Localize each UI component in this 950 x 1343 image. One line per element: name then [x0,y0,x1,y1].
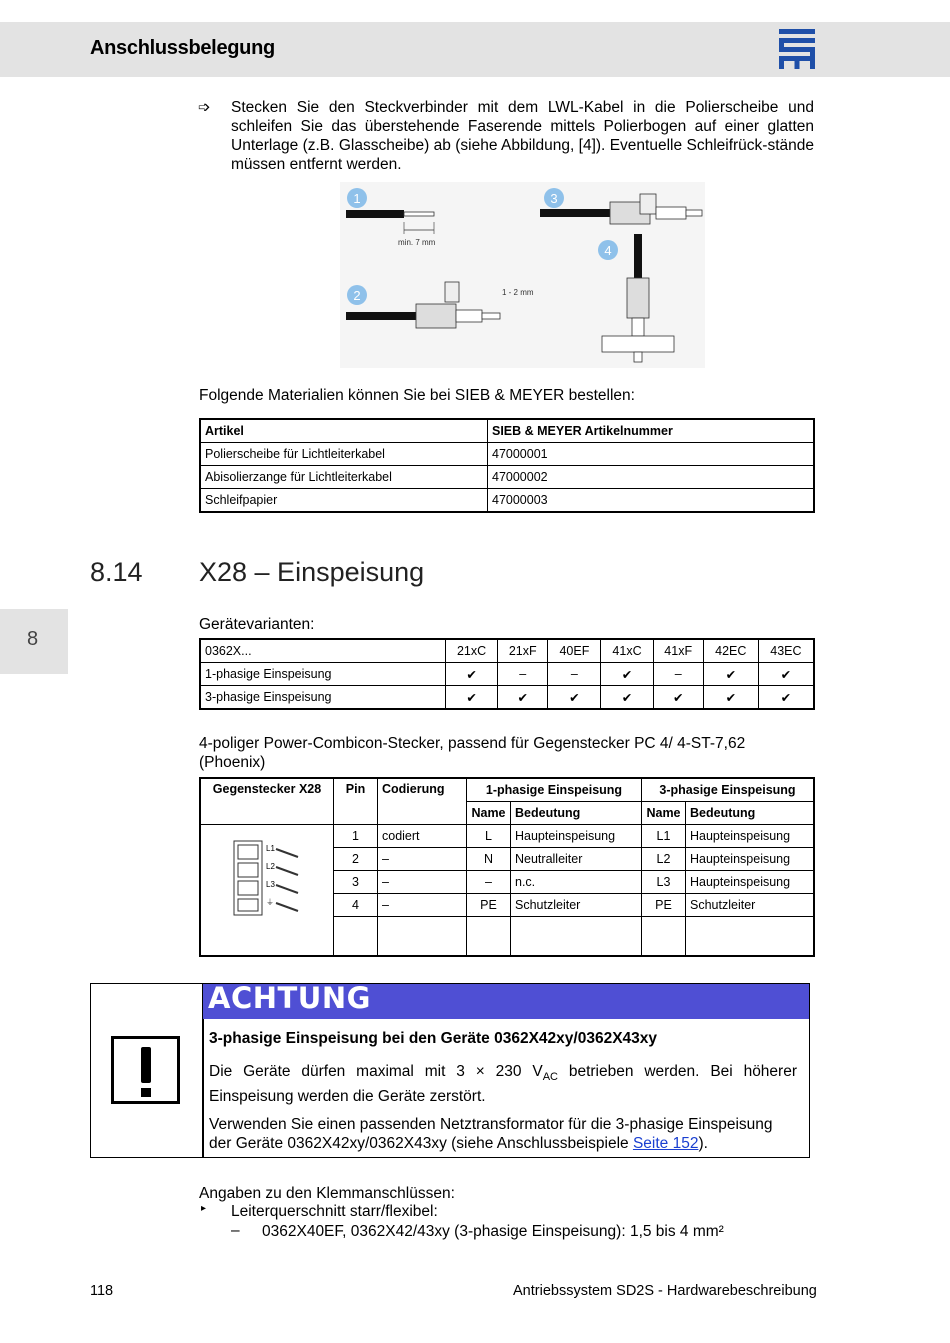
table-row [200,686,814,710]
terminals-bullet: Leiterquerschnitt starr/flexibel: [231,1203,438,1220]
warning-text-1: Die Geräte dürfen maximal mit 3 × 230 $V_{AC}$ betrieben werden. Bei höherer Einspeisung werden die Geräte zerstört. [209,1063,797,1106]
column-header: 21xC [446,639,498,663]
column-header: 40EF [548,639,601,663]
column-header: 41xC [601,639,653,663]
table-cell: Polierscheibe für Lichtleiterkabel [200,443,488,466]
table-cell: Schleifpapier [200,489,488,513]
table-header-row [200,419,814,443]
company-logo [779,29,815,69]
variants-label: Gerätevarianten: [199,616,315,633]
table-cell: codiert [378,825,467,848]
column-header: Gegenstecker X28 [200,778,334,825]
table-cell: ✔ [758,686,814,710]
table-cell: – [548,663,601,686]
column-header: 41xF [653,639,703,663]
table-cell: ✔ [548,686,601,710]
table-cell: 2 [334,848,378,871]
plug-connector-image [232,837,302,917]
pin-assignment-table [199,777,815,957]
svg-text:L2: L2 [266,862,275,871]
table-cell: – [378,871,467,894]
table-cell: L3 [642,871,686,894]
table-cell: PE [467,894,511,917]
chapter-tab-number: 8 [27,628,39,650]
table-cell: ✔ [601,686,653,710]
table-cell: n.c. [511,871,642,894]
svg-text:4: 4 [604,243,612,258]
page-title: Anschlussbelegung [90,37,275,59]
table-cell: 4 [334,894,378,917]
table-cell: Schutzleiter [511,894,642,917]
column-header: 1-phasige Einspeisung [467,778,642,802]
table-cell: Abisolierzange für Lichtleiterkabel [200,466,488,489]
table-cell: Haupteinspeisung [686,848,815,871]
column-header: Codierung [378,778,467,825]
column-header: 0362X... [200,639,446,663]
svg-text:⏚: ⏚ [266,898,274,907]
table-cell: L [467,825,511,848]
table-cell: 47000003 [488,489,815,513]
table-cell: L2 [642,848,686,871]
table-cell: ✔ [446,686,498,710]
column-header: Artikel [200,419,488,443]
plug-image-cell [200,825,334,957]
step-instruction: Stecken Sie den Steckverbinder mit dem LWL-Kabel in die Polierscheibe und schleifen Sie das überstehende Faserende mittels Polierbogen auf einer glatten Unterlage (z.B. Glasscheibe) ab (siehe Abbildung, [4]). Eventuelle Schleifrück-stände müssen entfernt werden. [231,99,814,173]
warning-text-2: Verwenden Sie einen passenden Netztransformator für die 3-phasige Einspeisung der Geräte 0362X42xy/0362X43xy (siehe Anschlussbeispiele Seite 152). [209,1116,773,1152]
column-header: Bedeutung [686,802,815,825]
section-number: 8.14 [90,557,143,587]
column-header: 43EC [758,639,814,663]
column-header: 21xF [498,639,548,663]
table-cell: ✔ [703,663,758,686]
table-header-row [200,778,814,802]
svg-text:3: 3 [550,191,558,206]
label-gap: 1 - 2 mm [502,288,534,297]
column-header: Name [642,802,686,825]
table-cell: Haupteinspeisung [511,825,642,848]
table-cell: L1 [642,825,686,848]
table-row [200,825,814,848]
table-cell: 3-phasige Einspeisung [200,686,446,710]
materials-table [199,418,815,513]
table-cell: PE [642,894,686,917]
column-header: Bedeutung [511,802,642,825]
svg-text:1: 1 [353,191,361,206]
section-title: X28 – Einspeisung [199,557,425,587]
table-cell: ✔ [601,663,653,686]
table-row [200,466,814,489]
svg-text:L1: L1 [266,844,275,853]
table-cell: – [653,663,703,686]
table-row [200,443,814,466]
table-row [200,663,814,686]
table-cell: – [378,848,467,871]
dash-icon: – [231,1222,240,1239]
table-cell: ✔ [653,686,703,710]
svg-text:2: 2 [353,288,361,303]
column-header: SIEB & MEYER Artikelnummer [488,419,815,443]
column-header: 3-phasige Einspeisung [642,778,815,802]
column-header: Pin [334,778,378,825]
step-arrow-icon: ➩ [198,99,211,116]
page-link[interactable]: Seite 152 [632,1135,699,1152]
table-cell: – [498,663,548,686]
svg-text:L3: L3 [266,880,275,889]
table-cell: N [467,848,511,871]
terminals-intro: Angaben zu den Klemmanschlüssen: [199,1185,455,1202]
table-cell: Haupteinspeisung [686,825,815,848]
table-cell: ✔ [758,663,814,686]
table-row [200,489,814,513]
exclamation-icon [111,1036,180,1104]
materials-intro: Folgende Materialien können Sie bei SIEB & MEYER bestellen: [199,387,635,404]
label-min-length: min. 7 mm [398,238,436,247]
table-cell: 1-phasige Einspeisung [200,663,446,686]
warning-title: ACHTUNG [208,981,371,1015]
table-cell: 1 [334,825,378,848]
table-cell: 47000002 [488,466,815,489]
column-header: Name [467,802,511,825]
fiber-polishing-figure [340,182,705,368]
table-header-row [200,639,814,663]
table-cell: 47000001 [488,443,815,466]
page-number: 118 [90,1283,114,1299]
bullet-icon: ▸ [201,1203,207,1214]
table-cell: – [378,894,467,917]
warning-subtitle: 3-phasige Einspeisung bei den Geräte 0362X42xy/0362X43xy [209,1030,658,1047]
column-header: 42EC [703,639,758,663]
table-cell: Haupteinspeisung [686,871,815,894]
connector-intro: 4-poliger Power-Combicon-Stecker, passend für Gegenstecker PC 4/ 4-ST-7,62 (Phoenix) [199,735,746,771]
table-cell: ✔ [498,686,548,710]
document-title: Antriebssystem SD2S - Hardwarebeschreibung [513,1283,817,1299]
table-cell: 3 [334,871,378,894]
table-cell: – [467,871,511,894]
table-cell: Schutzleiter [686,894,815,917]
table-cell: ✔ [446,663,498,686]
variants-table [199,638,815,710]
table-cell: Neutralleiter [511,848,642,871]
table-cell: ✔ [703,686,758,710]
terminals-sub-bullet: 0362X40EF, 0362X42/43xy (3-phasige Einspeisung): 1,5 bis 4 mm² [262,1223,724,1240]
